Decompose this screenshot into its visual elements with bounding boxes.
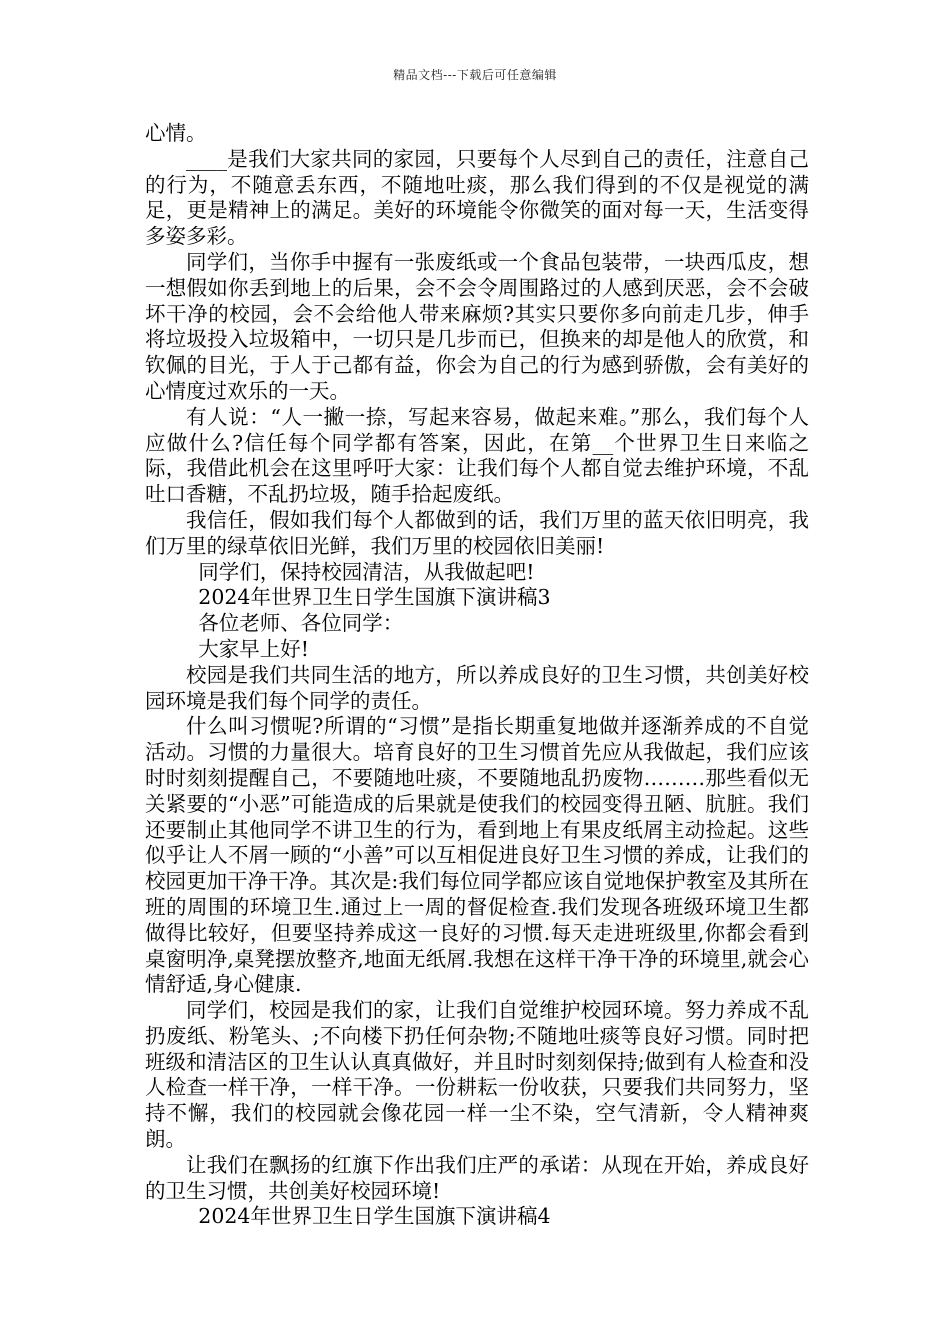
paragraph-promise: 让我们在飘扬的红旗下作出我们庄严的承诺：从现在开始，养成良好的卫生习惯，共创美好校园环境! — [145, 1152, 809, 1203]
paragraph-i-believe: 我信任，假如我们每个人都做到的话，我们万里的蓝天依旧明亮，我们万里的绿草依旧光鲜，我们万里的校园依旧美丽! — [145, 507, 809, 558]
paragraph-common-home: ____是我们大家共同的家园，只要每个人尽到自己的责任，注意自己的行为，不随意丢东西，不随地吐痰，那么我们得到的不仅是视觉的满足，更是精神上的满足。美好的环境能令你微笑的面对每一天，生活变得多姿多彩。 — [145, 146, 809, 249]
page-header: 精品文档---下载后可任意编辑 — [393, 68, 557, 82]
document-body — [145, 121, 809, 1230]
salutation: 各位老师、各位同学： — [198, 611, 404, 636]
greeting: 大家早上好! — [198, 636, 310, 661]
speech-title-4: 2024年世界卫生日学生国旗下演讲稿4 — [198, 1204, 551, 1229]
paragraph-campus-home: 同学们，校园是我们的家，让我们自觉维护校园环境。努力养成不乱扔废纸、粉笔头、;不向楼下扔任何杂物;不随地吐痰等良好习惯。同时把班级和清洁区的卫生认认真真做好，并且时时刻刻保持;做到有人检查和没人检查一样干净，一样干净。一份耕耘一份收获，只要我们共同努力，坚持不懈，我们的校园就会像花园一样一尘不染，空气清新，令人精神爽朗。 — [145, 998, 809, 1152]
paragraph-classmates-waste: 同学们，当你手中握有一张废纸或一个食品包装带，一块西瓜皮，想一想假如你丢到地上的后果，会不会令周围路过的人感到厌恶，会不会破坏干净的校园，会不会给他人带来麻烦?其实只要你多向前走几步，伸手将垃圾投入垃圾箱中，一切只是几步而已，但换来的却是他人的欣赏，和钦佩的目光，于人于己都有益，你会为自己的行为感到骄傲，会有美好的心情度过欢乐的一天。 — [145, 249, 809, 403]
paragraph-continuation: 心情。 — [145, 121, 207, 145]
line-keep-clean: 同学们，保持校园清洁，从我做起吧! — [198, 559, 535, 584]
paragraph-habits: 什么叫习惯呢?所谓的“习惯”是指长期重复地做并逐渐养成的不自觉活动。习惯的力量很大。培育良好的卫生习惯首先应从我做起，我们应该时时刻刻提醒自己，不要随地吐痰，不要随地乱扔废物………那些看似无关紧要的“小恶”可能造成的后果就是使我们的校园变得丑陋、肮脏。我们还要制止其他同学不讲卫生的行为，看到地上有果皮纸屑主动捡起。这些似乎让人不屑一顾的“小善”可以互相促进良好卫生习惯的养成，让我们的校园更加干净干净。其次是:我们每位同学都应该自觉地保护教室及其所在班的周围的环境卫生.通过上一周的督促检查.我们发现各班级环境卫生都做得比较好，但要坚持养成这一良好的习惯.每天走进班级里,你都会看到桌窗明净,桌凳摆放整齐,地面无纸屑.我想在这样干净干净的环境里,就会心情舒适,身心健康. — [145, 714, 809, 997]
paragraph-campus-life: 校园是我们共同生活的地方，所以养成良好的卫生习惯，共创美好校园环境是我们每个同学的责任。 — [145, 662, 809, 713]
speech-title-3: 2024年世界卫生日学生国旗下演讲稿3 — [198, 585, 551, 610]
paragraph-someone-said: 有人说：“人一撇一捺，写起来容易，做起来难。”那么，我们每个人应做什么?信任每个同学都有答案，因此，在第__个世界卫生日来临之际，我借此机会在这里呼吁大家：让我们每个人都自觉去维护环境，不乱吐口香糖，不乱扔垃圾，随手拾起废纸。 — [145, 404, 809, 507]
